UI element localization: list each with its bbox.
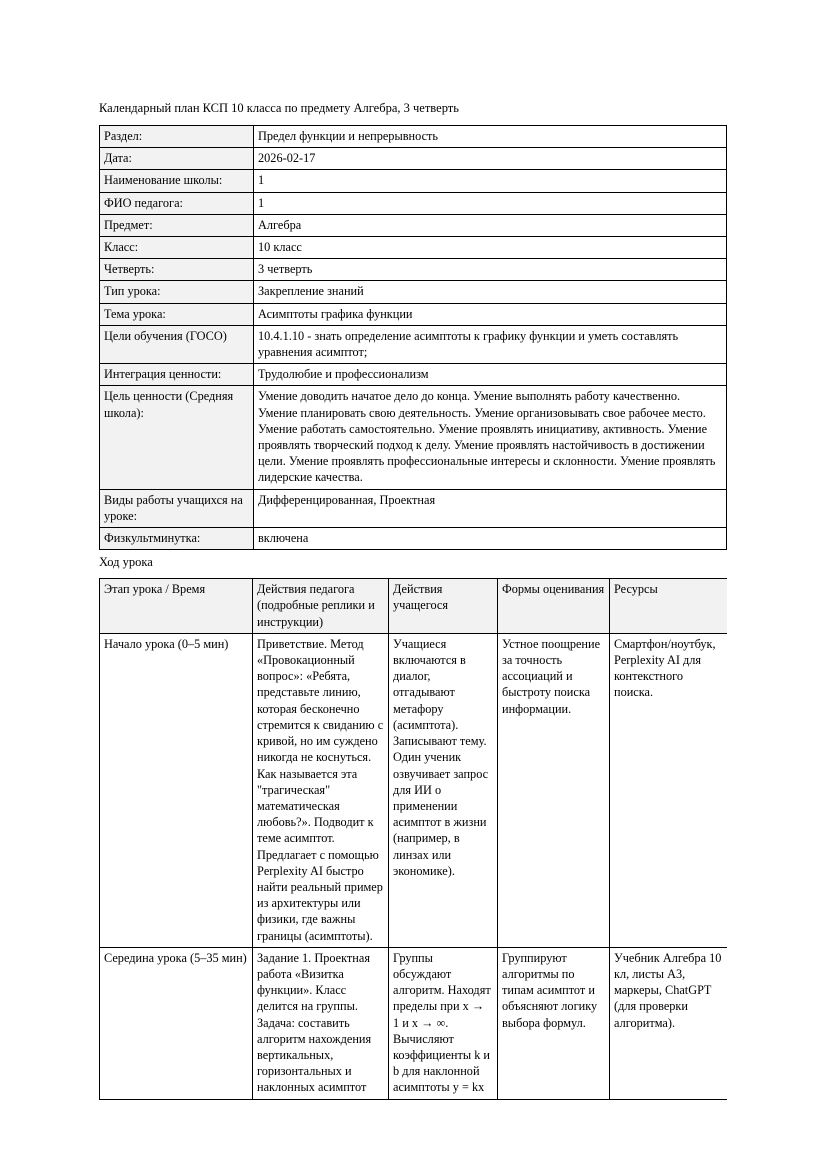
column-header-resources: Ресурсы — [610, 579, 728, 634]
column-header-assessment: Формы оценивания — [498, 579, 610, 634]
info-label: Цели обучения (ГОСО) — [100, 325, 254, 363]
table-row — [100, 325, 727, 363]
info-label: ФИО педагога: — [100, 192, 254, 214]
table-row — [100, 386, 727, 489]
lesson-flow-clip — [99, 578, 727, 1101]
table-row — [100, 170, 727, 192]
info-value: Трудолюбие и профессионализм — [254, 364, 727, 386]
table-row — [100, 947, 728, 1099]
column-header-stage: Этап урока / Время — [100, 579, 253, 634]
page-content — [99, 100, 727, 1101]
table-row — [100, 633, 728, 947]
table-row — [100, 281, 727, 303]
info-label: Тема урока: — [100, 303, 254, 325]
table-row — [100, 237, 727, 259]
info-value: 2026-02-17 — [254, 148, 727, 170]
lesson-info-table — [99, 125, 727, 550]
info-label: Класс: — [100, 237, 254, 259]
info-value: включена — [254, 528, 727, 550]
cell-teacher-actions: Приветствие. Метод «Провокационный вопрос»: «Ребята, представьте линию, которая бесконечно стремится к свиданию с кривой, но им суждено никогда не коснуться. Как называется эта "трагическая" математическая любовь?». Подводит к теме асимптот. Предлагает с помощью Perplexity AI быстро найти реальный пример из архитектуры или физики, где важны границы (асимптоты). — [253, 633, 389, 947]
table-header-row — [100, 579, 728, 634]
column-header-teacher-actions: Действия педагога (подробные реплики и инструкции) — [253, 579, 389, 634]
table-row — [100, 148, 727, 170]
info-label: Предмет: — [100, 214, 254, 236]
cell-student-actions: Учащиеся включаются в диалог, отгадывают метафору (асимптота). Записывают тему. Один ученик озвучивает запрос для ИИ о применении асимптот в жизни (например, в линзах или экономике). — [389, 633, 498, 947]
lesson-flow-table — [99, 578, 727, 1099]
cell-resources: Учебник Алгебра 10 кл, листы А3, маркеры, ChatGPT (для проверки алгоритма). — [610, 947, 728, 1099]
info-label: Тип урока: — [100, 281, 254, 303]
table-row — [100, 126, 727, 148]
table-row — [100, 489, 727, 527]
info-value: 3 четверть — [254, 259, 727, 281]
info-value: 10 класс — [254, 237, 727, 259]
cell-student-actions: Группы обсуждают алгоритм. Находят пределы при x → 1 и x → ∞. Вычисляют коэффициенты k и b для наклонной асимптоты y = kx — [389, 947, 498, 1099]
lesson-flow-head — [100, 579, 728, 634]
info-value: Алгебра — [254, 214, 727, 236]
info-label: Интеграция ценности: — [100, 364, 254, 386]
info-label: Раздел: — [100, 126, 254, 148]
page-title: Календарный план КСП 10 класса по предмету Алгебра, 3 четверть — [99, 101, 459, 115]
table-row — [100, 259, 727, 281]
info-label: Четверть: — [100, 259, 254, 281]
cell-teacher-actions: Задание 1. Проектная работа «Визитка функции». Класс делится на группы. Задача: составить алгоритм нахождения вертикальных, горизонтальных и наклонных асимптот — [253, 947, 389, 1099]
info-label: Физкультминутка: — [100, 528, 254, 550]
info-value: 1 — [254, 170, 727, 192]
info-value: 1 — [254, 192, 727, 214]
cell-resources: Смартфон/ноутбук, Perplexity AI для контекстного поиска. — [610, 633, 728, 947]
info-label: Цель ценности (Средняя школа): — [100, 386, 254, 489]
table-row — [100, 214, 727, 236]
info-value: Дифференцированная, Проектная — [254, 489, 727, 527]
info-label: Наименование школы: — [100, 170, 254, 192]
table-row — [100, 364, 727, 386]
lesson-flow-body — [100, 633, 728, 1099]
cell-stage: Начало урока (0–5 мин) — [100, 633, 253, 947]
info-label: Дата: — [100, 148, 254, 170]
table-row — [100, 303, 727, 325]
section-heading-lesson-flow: Ход урока — [99, 555, 153, 570]
cell-stage: Середина урока (5–35 мин) — [100, 947, 253, 1099]
info-value: 10.4.1.10 - знать определение асимптоты к графику функции и уметь составлять уравнения асимптот; — [254, 325, 727, 363]
column-header-student-actions: Действия учащегося — [389, 579, 498, 634]
lesson-info-body — [100, 126, 727, 550]
cell-assessment: Устное поощрение за точность ассоциаций и быстроту поиска информации. — [498, 633, 610, 947]
cell-assessment: Группируют алгоритмы по типам асимптот и объясняют логику выбора формул. — [498, 947, 610, 1099]
table-row — [100, 192, 727, 214]
info-value: Предел функции и непрерывность — [254, 126, 727, 148]
info-value: Асимптоты графика функции — [254, 303, 727, 325]
info-value: Закрепление знаний — [254, 281, 727, 303]
info-label: Виды работы учащихся на уроке: — [100, 489, 254, 527]
info-value: Умение доводить начатое дело до конца. Умение выполнять работу качественно. Умение планировать свою деятельность. Умение организовывать свое рабочее место. Умение работать самостоятельно. Умение проявлять инициативу, активность. Умение проявлять творческий подход к делу. Умение проявлять настойчивость в достижении цели. Умение проявлять профессиональные интересы и склонности. Умение проявлять лидерские качества. — [254, 386, 727, 489]
table-row — [100, 528, 727, 550]
